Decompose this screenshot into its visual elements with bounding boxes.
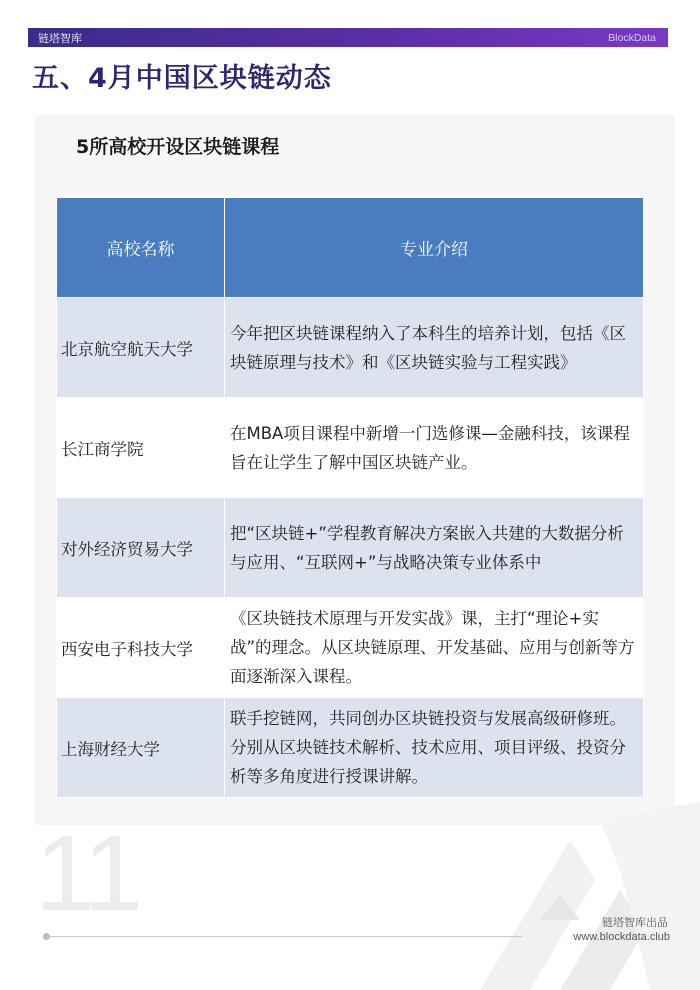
section-title: 5所高校开设区块链课程 <box>76 136 280 158</box>
footer-brand: 链塔智库出品 <box>602 916 668 929</box>
header-brand-en: BlockData <box>608 31 656 44</box>
logo-watermark-icon <box>420 800 700 990</box>
table-row <box>57 398 644 498</box>
table-header-row <box>57 198 644 298</box>
table-row <box>57 698 644 798</box>
program-description: 把“区块链+”学程教育解决方案嵌入共建的大数据分析与应用、“互联网+”与战略决策专业体系中 <box>225 498 644 598</box>
courses-table <box>56 197 644 798</box>
column-header-description: 专业介绍 <box>225 198 644 298</box>
page-number: 11 <box>35 812 140 933</box>
table-row <box>57 498 644 598</box>
university-name: 对外经济贸易大学 <box>57 498 225 598</box>
program-description: 联手挖链网，共同创办区块链投资与发展高级研修班。分别从区块链技术解析、技术应用、项目评级、投资分析等多角度进行授课讲解。 <box>225 698 644 798</box>
column-header-university: 高校名称 <box>57 198 225 298</box>
header-bar <box>28 28 668 47</box>
university-name: 上海财经大学 <box>57 698 225 798</box>
program-description: 今年把区块链课程纳入了本科生的培养计划，包括《区块链原理与技术》和《区块链实验与工程实践》 <box>225 298 644 398</box>
footer-divider <box>47 936 522 937</box>
university-name: 西安电子科技大学 <box>57 598 225 698</box>
university-name: 北京航空航天大学 <box>57 298 225 398</box>
university-name: 长江商学院 <box>57 398 225 498</box>
table-row <box>57 598 644 698</box>
header-brand: 链塔智库 <box>38 31 82 45</box>
footer-url: www.blockdata.club <box>573 931 670 943</box>
page-title: 五、4月中国区块链动态 <box>32 63 332 94</box>
program-description: 在MBA项目课程中新增一门选修课—金融科技，该课程旨在让学生了解中国区块链产业。 <box>225 398 644 498</box>
program-description: 《区块链技术原理与开发实战》课，主打“理论+实战”的理念。从区块链原理、开发基础、应用与创新等方面逐渐深入课程。 <box>225 598 644 698</box>
table-row <box>57 298 644 398</box>
